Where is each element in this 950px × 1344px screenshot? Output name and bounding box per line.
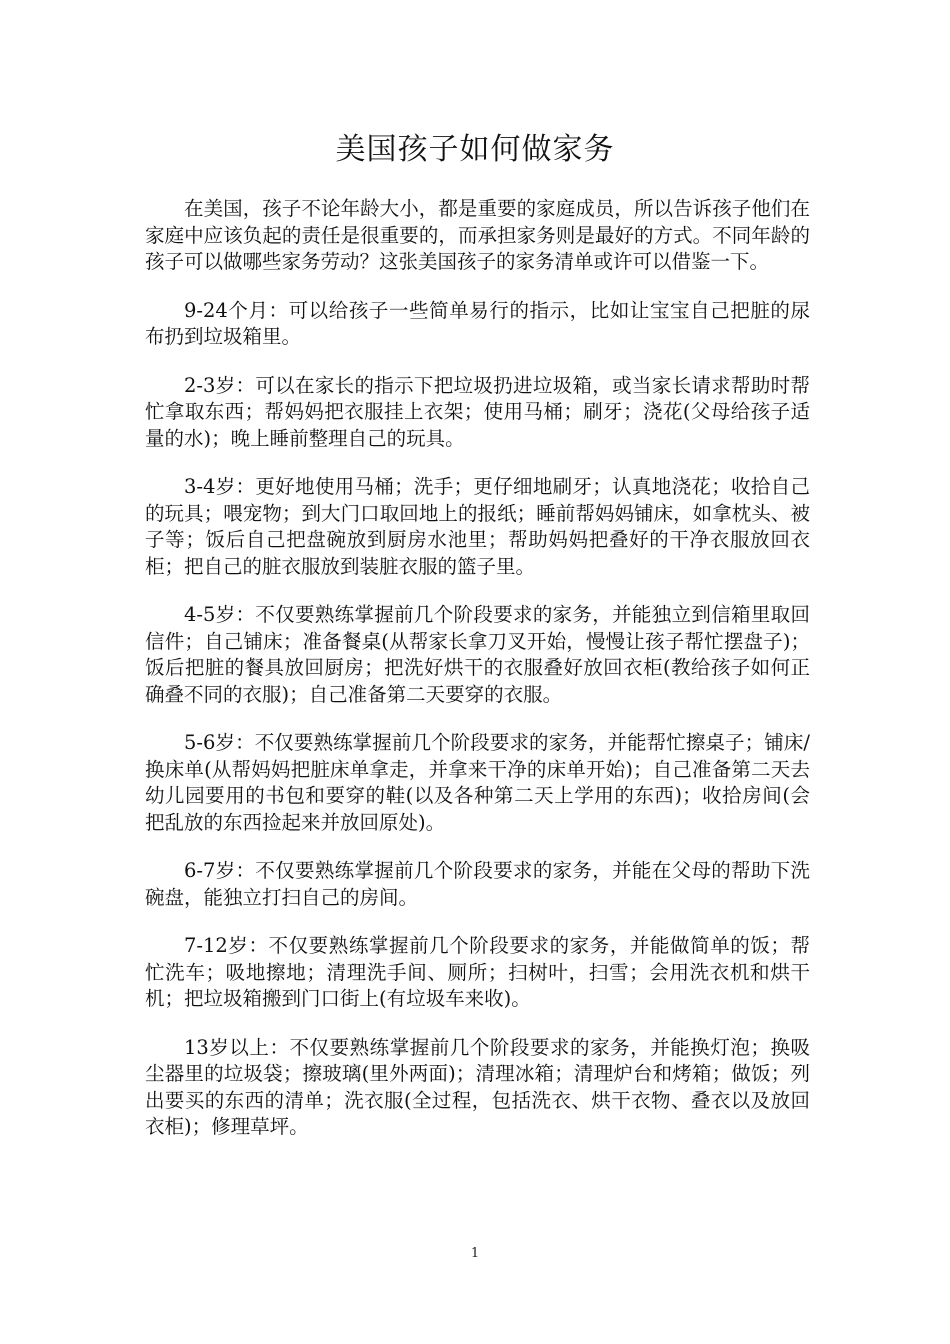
paragraph-intro: 在美国，孩子不论年龄大小，都是重要的家庭成员，所以告诉孩子他们在家庭中应该负起的责任是很重要的，而承担家务则是最好的方式。不同年龄的孩子可以做哪些家务劳动？这张美国孩子的家务清单或许可以借鉴一下。 [145, 197, 810, 273]
paragraph-9-24-months: 9-24个月：可以给孩子一些简单易行的指示，比如让宝宝自己把脏的尿布扔到垃圾箱里。 [145, 298, 810, 348]
paragraph-13-plus-years: 13岁以上：不仅要熟练掌握前几个阶段要求的家务，并能换灯泡；换吸尘器里的垃圾袋；擦玻璃(里外两面)；清理冰箱；清理炉台和烤箱；做饭；列出要买的东西的清单；洗衣服(全过程，包括洗衣、烘干衣物、叠衣以及放回衣柜)；修理草坪。 [145, 1035, 810, 1138]
paragraph-5-6-years: 5-6岁：不仅要熟练掌握前几个阶段要求的家务，并能帮忙擦桌子；铺床/换床单(从帮妈妈把脏床单拿走，并拿来干净的床单开始)；自己准备第二天去幼儿园要用的书包和要穿的鞋(以及各种第二天上学用的东西)；收拾房间(会把乱放的东西捡起来并放回原处)。 [145, 731, 810, 834]
paragraph-6-7-years: 6-7岁：不仅要熟练掌握前几个阶段要求的家务，并能在父母的帮助下洗碗盘，能独立打扫自己的房间。 [145, 859, 810, 909]
paragraph-7-12-years: 7-12岁：不仅要熟练掌握前几个阶段要求的家务，并能做简单的饭；帮忙洗车；吸地擦地；清理洗手间、厕所；扫树叶，扫雪；会用洗衣机和烘干机；把垃圾箱搬到门口街上(有垃圾车来收)。 [145, 934, 810, 1010]
paragraph-4-5-years: 4-5岁：不仅要熟练掌握前几个阶段要求的家务，并能独立到信箱里取回信件；自己铺床；准备餐桌(从帮家长拿刀叉开始，慢慢让孩子帮忙摆盘子)；饭后把脏的餐具放回厨房；把洗好烘干的衣服叠好放回衣柜(教给孩子如何正确叠不同的衣服)；自己准备第二天要穿的衣服。 [145, 603, 810, 706]
document-body [145, 196, 810, 1163]
paragraph-3-4-years: 3-4岁：更好地使用马桶；洗手；更仔细地刷牙；认真地浇花；收拾自己的玩具；喂宠物；到大门口取回地上的报纸；睡前帮妈妈铺床，如拿枕头、被子等；饭后自己把盘碗放到厨房水池里；帮助妈妈把叠好的干净衣服放回衣柜；把自己的脏衣服放到装脏衣服的篮子里。 [145, 475, 810, 578]
document-title: 美国孩子如何做家务 [335, 132, 615, 167]
page-number: 1 [470, 1246, 480, 1261]
paragraph-2-3-years: 2-3岁：可以在家长的指示下把垃圾扔进垃圾箱，或当家长请求帮助时帮忙拿取东西；帮妈妈把衣服挂上衣架；使用马桶；刷牙；浇花(父母给孩子适量的水)；晚上睡前整理自己的玩具。 [145, 373, 810, 450]
